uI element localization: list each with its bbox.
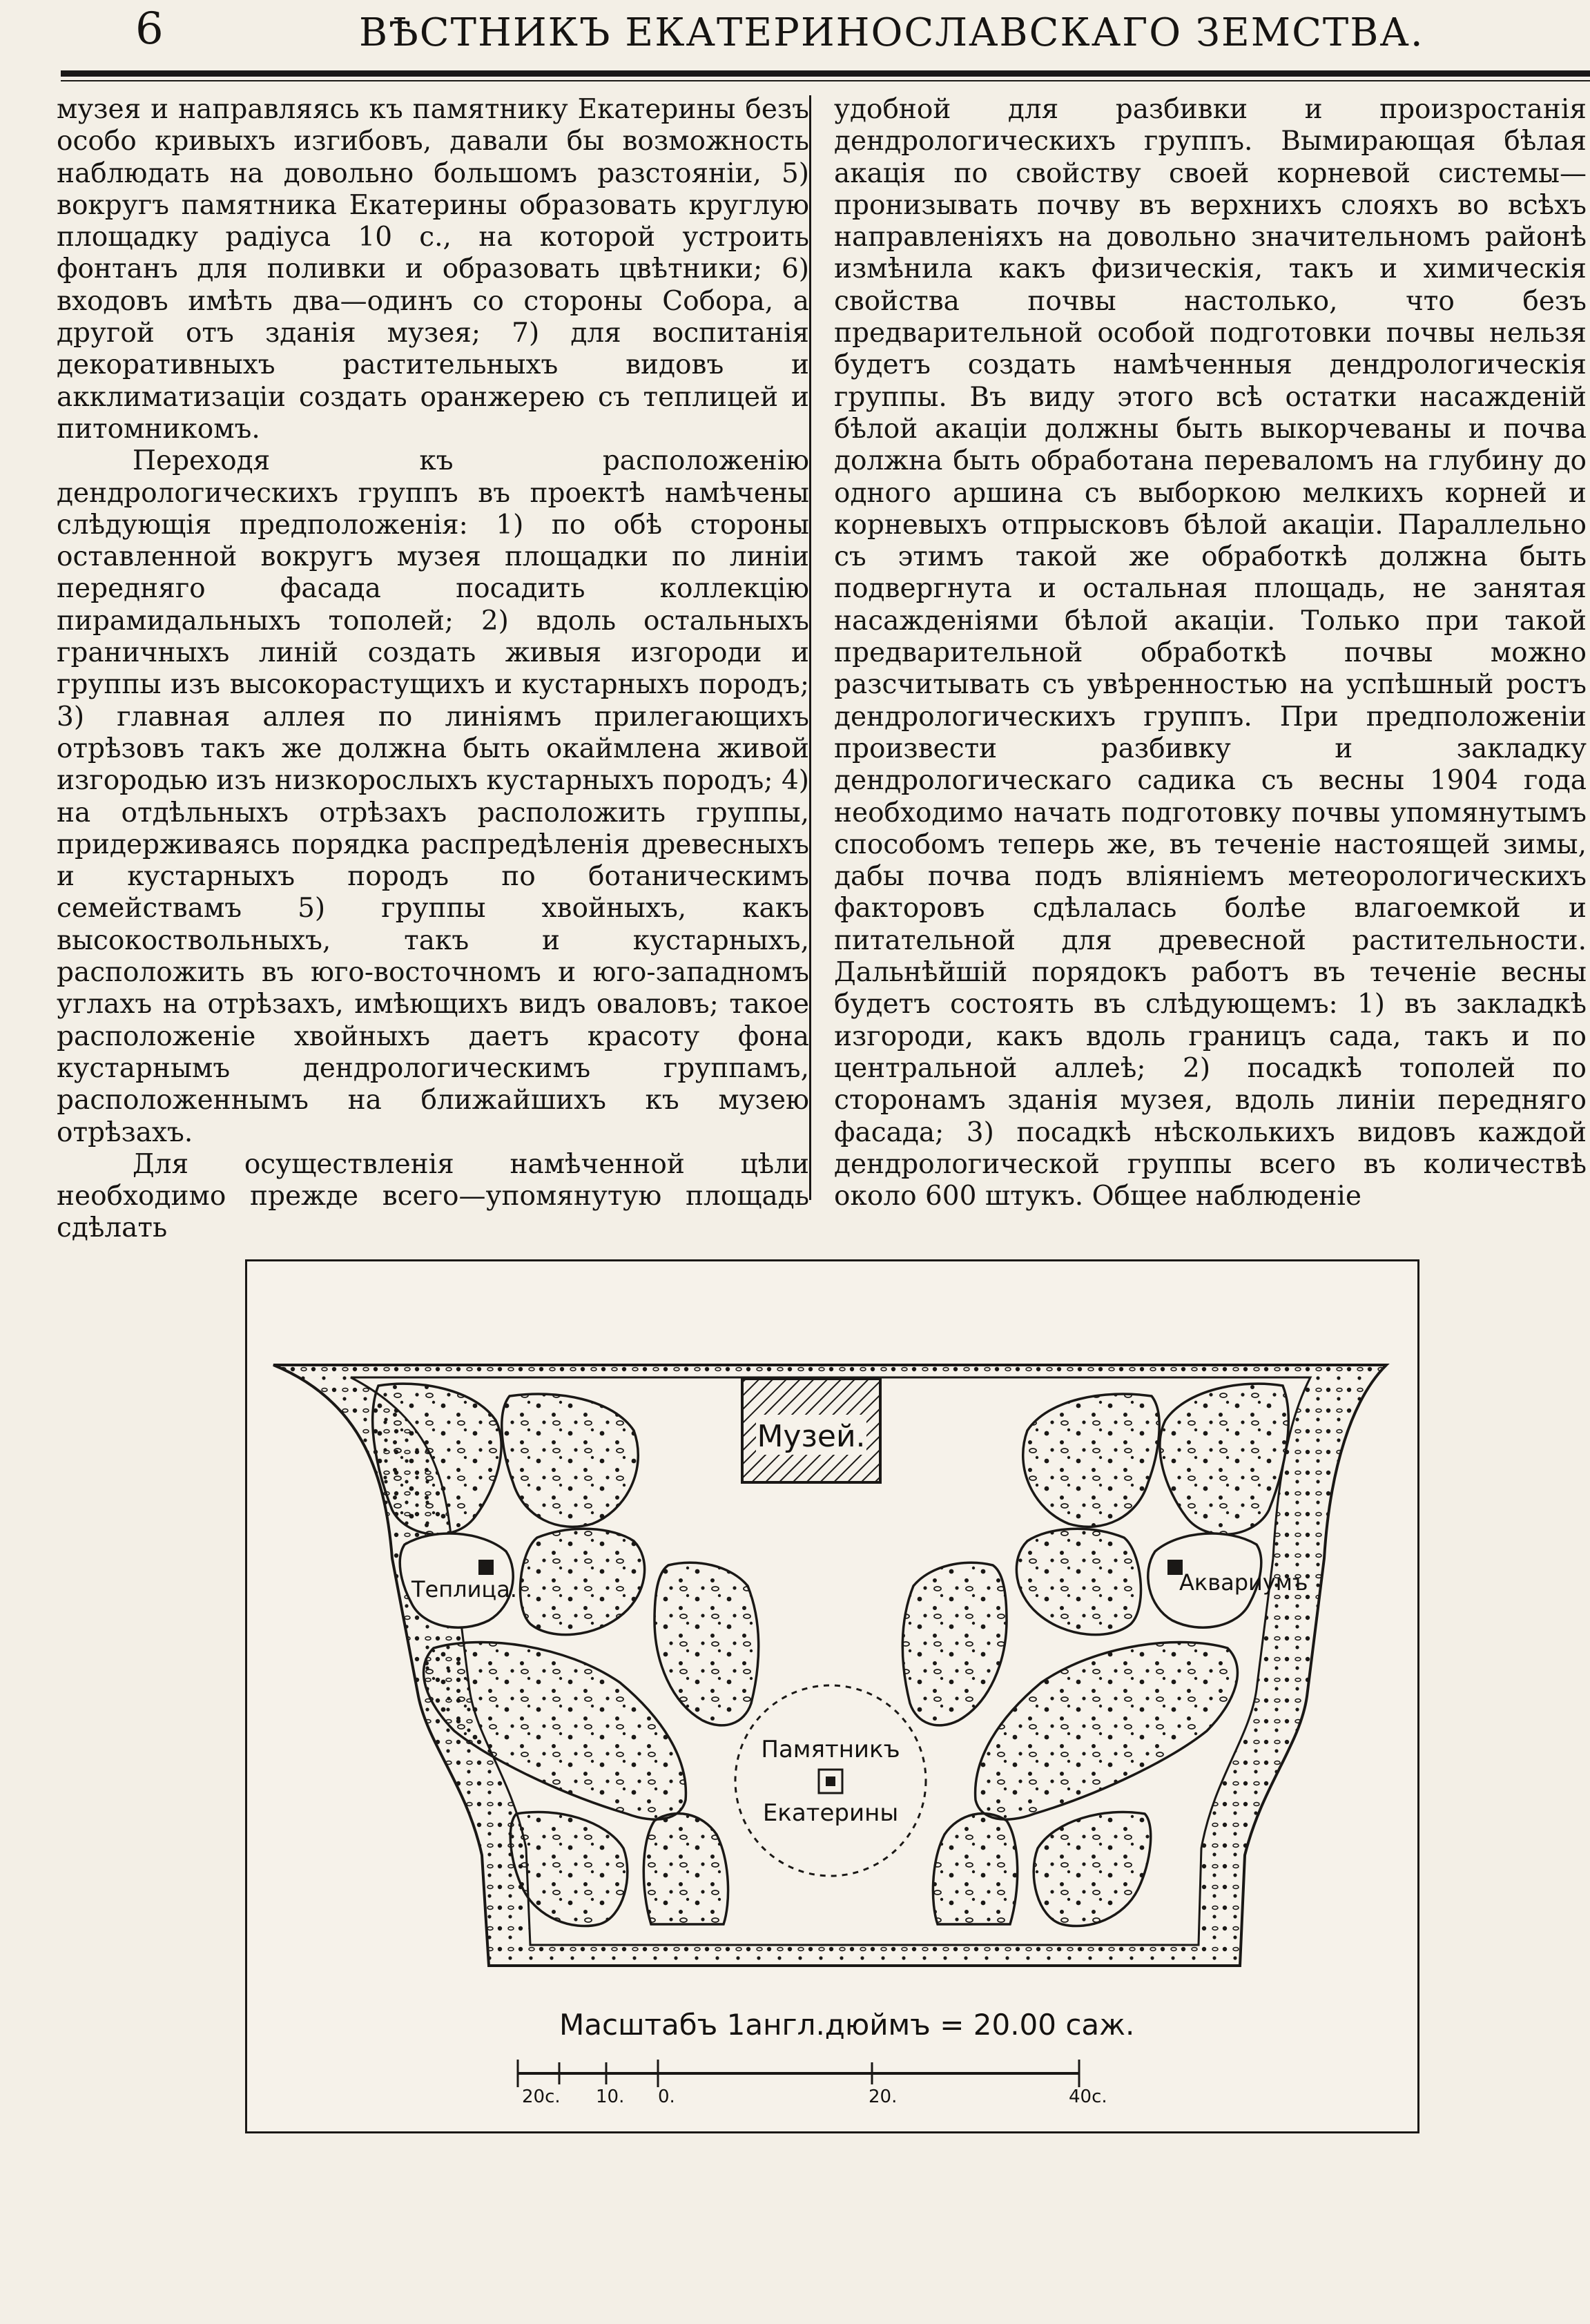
scale-tick-40: 40с. xyxy=(1069,2086,1107,2107)
garden-plan-figure xyxy=(245,1259,1419,2133)
scale-tick-20-left: 20с. xyxy=(522,2086,561,2107)
page-number: 6 xyxy=(135,3,164,55)
left-paragraph-2: Переходя къ расположенію дендрологическихъ группъ въ проектѣ намѣчены слѣдующія предположенія: 1) по обѣ стороны оставленной вокругъ музея площадки по линіи передняго фасада посадить коллекцію пирамидальныхъ тополей; 2) вдоль остальныхъ граничныхъ линій создать живыя изгороди и группы изъ высокорастущихъ и кустарныхъ породъ; 3) главная аллея по линіямъ прилегающихъ отрѣзовъ такъ же должна быть окаймлена живой изгородью изъ низкорослыхъ кустарныхъ породъ; 4) на отдѣльныхъ отрѣзахъ расположить группы, придерживаясь порядка распредѣленія древесныхъ и кустарныхъ породъ по ботаническимъ семействамъ 5) группы хвойныхъ, какъ высокоствольныхъ, такъ и кустарныхъ, расположить въ юго-восточномъ и юго-западномъ углахъ на отрѣзахъ, имѣющихъ видъ оваловъ; такое расположеніе хвойныхъ даетъ красоту фона кустарнымъ дендрологическимъ группамъ, расположеннымъ на ближайшихъ къ музею отрѣзахъ. xyxy=(57,445,809,1148)
column-divider xyxy=(809,95,811,1200)
museum-label: Музей. xyxy=(757,1419,866,1454)
header-rule-thick xyxy=(61,70,1590,77)
left-text-column xyxy=(57,94,809,1245)
garden-plan-svg xyxy=(247,1261,1417,2131)
monument-label-line1: Памятникъ xyxy=(761,1736,900,1763)
header-rule-thin xyxy=(61,80,1590,81)
scale-tick-20-right: 20. xyxy=(869,2086,898,2107)
right-text-column xyxy=(834,94,1587,1212)
right-paragraph-1: удобной для разбивки и произростанія дендрологическихъ группъ. Вымирающая бѣлая акація по свойству своей корневой системы—пронизывать почву въ верхнихъ слояхъ во всѣхъ направленіяхъ на довольно значительномъ районѣ измѣнила какъ физическія, такъ и химическія свойства почвы настолько, что безъ предварительной особой подготовки почвы нельзя будетъ создать намѣченныя дендрологическія группы. Въ виду этого всѣ остатки насажденій бѣлой акаціи должны быть выкорчеваны и почва должна быть обработана переваломъ на глубину до одного аршина съ выборкою мелкихъ корней и корневыхъ отпрысковъ бѣлой акаціи. Параллельно съ этимъ такой же обработкѣ должна быть подвергнута и остальная площадь, не занятая насажденіями бѣлой акаціи. Только при такой предварительной обработкѣ почвы можно разсчитывать съ увѣренностью на успѣшный ростъ дендрологическихъ группъ. При предположеніи произвести разбивку и закладку дендрологическаго садика съ весны 1904 года необходимо начать подготовку почвы упомянутымъ способомъ теперь же, въ теченіе настоящей зимы, дабы почва подъ вліяніемъ метеорологическихъ факторовъ сдѣлалась болѣе влагоемкой и питательной для древесной растительности. Дальнѣйшій порядокъ работъ въ теченіе весны будетъ состоять въ слѣдующемъ: 1) въ закладкѣ изгороди, какъ вдоль границъ сада, такъ и по центральной аллеѣ; 2) посадкѣ тополей по сторонамъ зданія музея, вдоль линіи передняго фасада; 3) посадкѣ нѣсколькихъ видовъ каждой дендрологической группы всего въ количествѣ около 600 штукъ. Общее наблюденіе xyxy=(834,94,1587,1212)
left-paragraph-1: музея и направляясь къ памятнику Екатерины безъ особо кривыхъ изгибовъ, давали бы возможность наблюдать на довольно большомъ разстояніи, 5) вокругъ памятника Екатерины образовать круглую площадку радіуса 10 с., на которой устроить фонтанъ для поливки и образовать цвѣтники; 6) входовъ имѣть два—одинъ со стороны Собора, а другой отъ зданія музея; 7) для воспитанія декоративныхъ растительныхъ видовъ и акклиматизаціи создать оранжерею съ теплицей и питомникомъ. xyxy=(57,94,809,445)
scale-tick-0: 0. xyxy=(658,2086,675,2107)
greenhouse-marker xyxy=(478,1560,494,1575)
scale-tick-10: 10. xyxy=(596,2086,625,2107)
journal-title: ВѢСТНИКЪ ЕКАТЕРИНОСЛАВСКАГО ЗЕМСТВА. xyxy=(359,10,1424,55)
aquarium-label: Аквариумъ xyxy=(1179,1569,1308,1596)
monument-label-line2: Екатерины xyxy=(762,1799,899,1827)
greenhouse-label: Теплица. xyxy=(411,1576,517,1602)
left-paragraph-3: Для осуществленія намѣченной цѣли необходимо прежде всего—упомянутую площадь сдѣлать xyxy=(57,1148,809,1244)
page-header xyxy=(0,0,1590,83)
scale-caption: Масштабъ 1англ.дюймъ = 20.00 саж. xyxy=(559,2008,1135,2042)
